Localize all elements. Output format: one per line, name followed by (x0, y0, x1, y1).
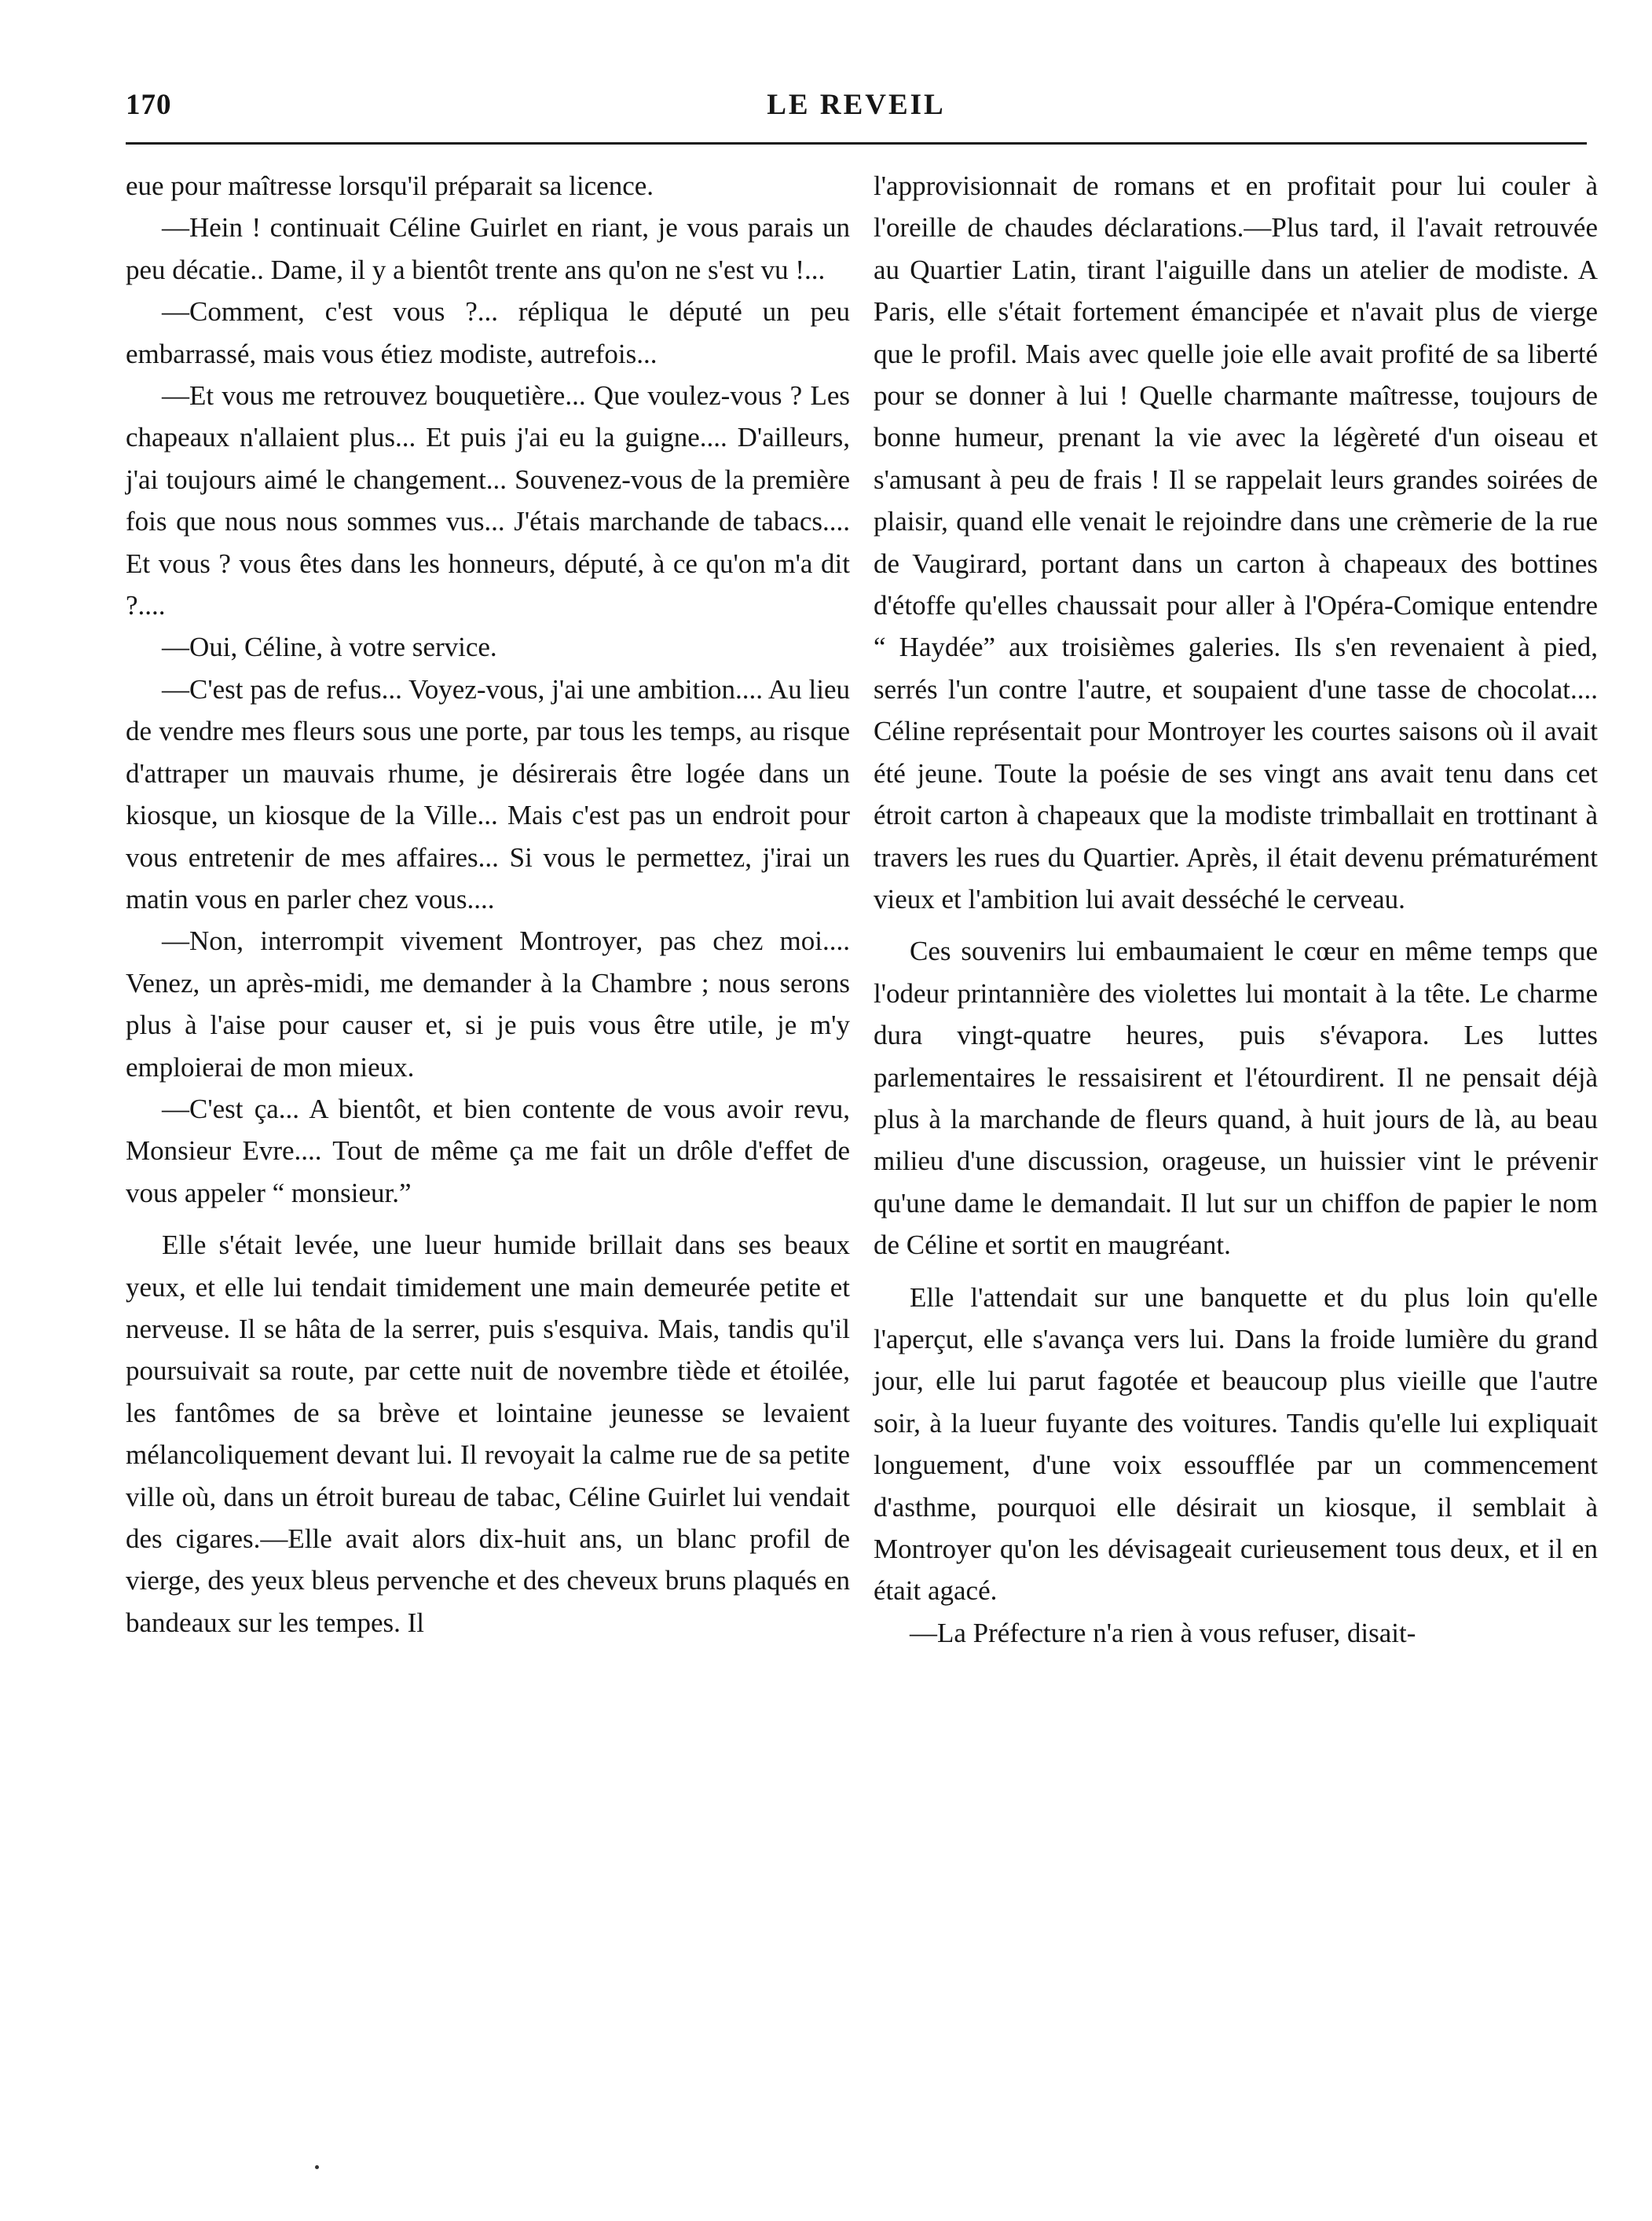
paragraph: Elle s'était levée, une lueur humide brillait dans ses beaux yeux, et elle lui tendait timidement une main demeurée petite et nerveuse. Il se hâta de la serrer, puis s'esquiva. Mais, tandis qu'il poursuivait sa route, par cette nuit de novembre tiède et étoilée, les fantômes de sa brève et lointaine jeunesse se levaient mélancoliquement devant lui. Il revoyait la calme rue de sa petite ville où, dans un étroit bureau de tabac, Céline Guirlet lui vendait des cigares.—Elle avait alors dix-huit ans, un blanc profil de vierge, des yeux bleus pervenche et des cheveux bruns plaqués en bandeaux sur les tempes. Il (126, 1230, 850, 1638)
paragraph: —C'est ça... A bientôt, et bien contente de vous avoir revu, Monsieur Evre.... Tout de même ça me fait un drôle d'effet de vous appeler “ monsieur.” (126, 1093, 850, 1208)
paragraph: —La Préfecture n'a rien à vous refuser, disait- (910, 1617, 1416, 1648)
paragraph: eue pour maîtresse lorsqu'il préparait sa licence. (126, 170, 654, 201)
running-head (126, 88, 1587, 124)
paragraph: —Comment, c'est vous ?... répliqua le député un peu embarrassé, mais vous étiez modiste, autrefois... (126, 296, 850, 369)
left-column (126, 165, 850, 1644)
paragraph: —C'est pas de refus... Voyez-vous, j'ai une ambition.... Au lieu de vendre mes fleurs sous une porte, par tous les temps, au risque d'attraper un mauvais rhume, je désirerais être logée dans un kiosque, un kiosque de la Ville... Mais c'est pas un endroit pour vous entretenir de mes affaires... Si vous le permettez, j'irai un matin vous en parler chez vous.... (126, 673, 850, 914)
paragraph: —Et vous me retrouvez bouquetière... Que voulez-vous ? Les chapeaux n'allaient plus... Et puis j'ai eu la guigne.... D'ailleurs, j'ai toujours aimé le changement... Souvenez-vous de la première fois que nous nous sommes vus... J'étais marchande de tabacs.... Et vous ? vous êtes dans les honneurs, député, à ce qu'on m'a dit ?.... (126, 380, 850, 621)
page-number: 170 (126, 89, 172, 121)
paragraph: Elle l'attendait sur une banquette et du plus loin qu'elle l'aperçut, elle s'avança vers lui. Dans la froide lumière du grand jour, elle lui parut fagotée et beaucoup plus vieille que l'autre soir, à la lueur fuyante des voitures. Tandis qu'elle lui expliquait longuement, d'une voix essoufflée par un commencement d'asthme, pourquoi elle désirait un kiosque, il semblait à Montroyer qu'on les dévisageait curieusement tous deux, et il en était agacé. (874, 1281, 1598, 1607)
paragraph: Ces souvenirs lui embaumaient le cœur en même temps que l'odeur printannière des violettes lui montait à la tête. Le charme dura vingt-quatre heures, puis s'évapora. Les luttes parlementaires le ressaisirent et l'étourdirent. Il ne pensait déjà plus à la marchande de fleurs quand, à huit jours de là, au beau milieu d'une discussion, orageuse, un huissier vint le prévenir qu'une dame le demandait. Il lut sur un chiffon de papier le nom de Céline et sortit en maugréant. (874, 936, 1598, 1261)
paragraph: —Hein ! continuait Céline Guirlet en riant, je vous parais un peu décatie.. Dame, il y a bientôt trente ans qu'on ne s'est vu !... (126, 212, 850, 285)
journal-title: LE REVEIL (767, 89, 946, 121)
paragraph: l'approvisionnait de romans et en profitait pour lui couler à l'oreille de chaudes déclarations.—Plus tard, il l'avait retrouvée au Quartier Latin, tirant l'aiguille dans un atelier de modiste. A Paris, elle s'était fortement émancipée et n'avait plus de vierge que le profil. Mais avec quelle joie elle avait profité de sa liberté pour se donner à lui ! Quelle charmante maîtresse, toujours de bonne humeur, prenant la vie avec la légèreté d'un oiseau et s'amusant à peu de frais ! Il se rappelait leurs grandes soirées de plaisir, quand elle venait le rejoindre dans une crèmerie de la rue de Vaugirard, portant dans un carton à chapeaux des bottines d'étoffe qu'elles chaussait pour aller à l'Opéra-Comique entendre “ Haydée” aux troisièmes galeries. Ils s'en revenaient à pied, serrés l'un contre l'autre, et soupaient d'une tasse de chocolat.... Céline représentait pour Montroyer les courtes saisons où il avait été jeune. Toute la poésie de ses vingt ans avait tenu dans cet étroit carton à chapeaux que la modiste trimballait en trottinant à travers les rues du Quartier. Après, il était devenu prématurément vieux et l'ambition lui avait desséché le cerveau. (874, 170, 1598, 914)
right-column (874, 165, 1598, 1654)
paragraph: —Oui, Céline, à votre service. (162, 632, 497, 663)
paragraph: —Non, interrompit vivement Montroyer, pas chez moi.... Venez, un après-midi, me demander à la Chambre ; nous serons plus à l'aise pour causer et, si je puis vous être utile, je m'y emploierai de mon mieux. (126, 925, 850, 1083)
print-speck (315, 2165, 319, 2169)
header-rule (126, 142, 1587, 145)
